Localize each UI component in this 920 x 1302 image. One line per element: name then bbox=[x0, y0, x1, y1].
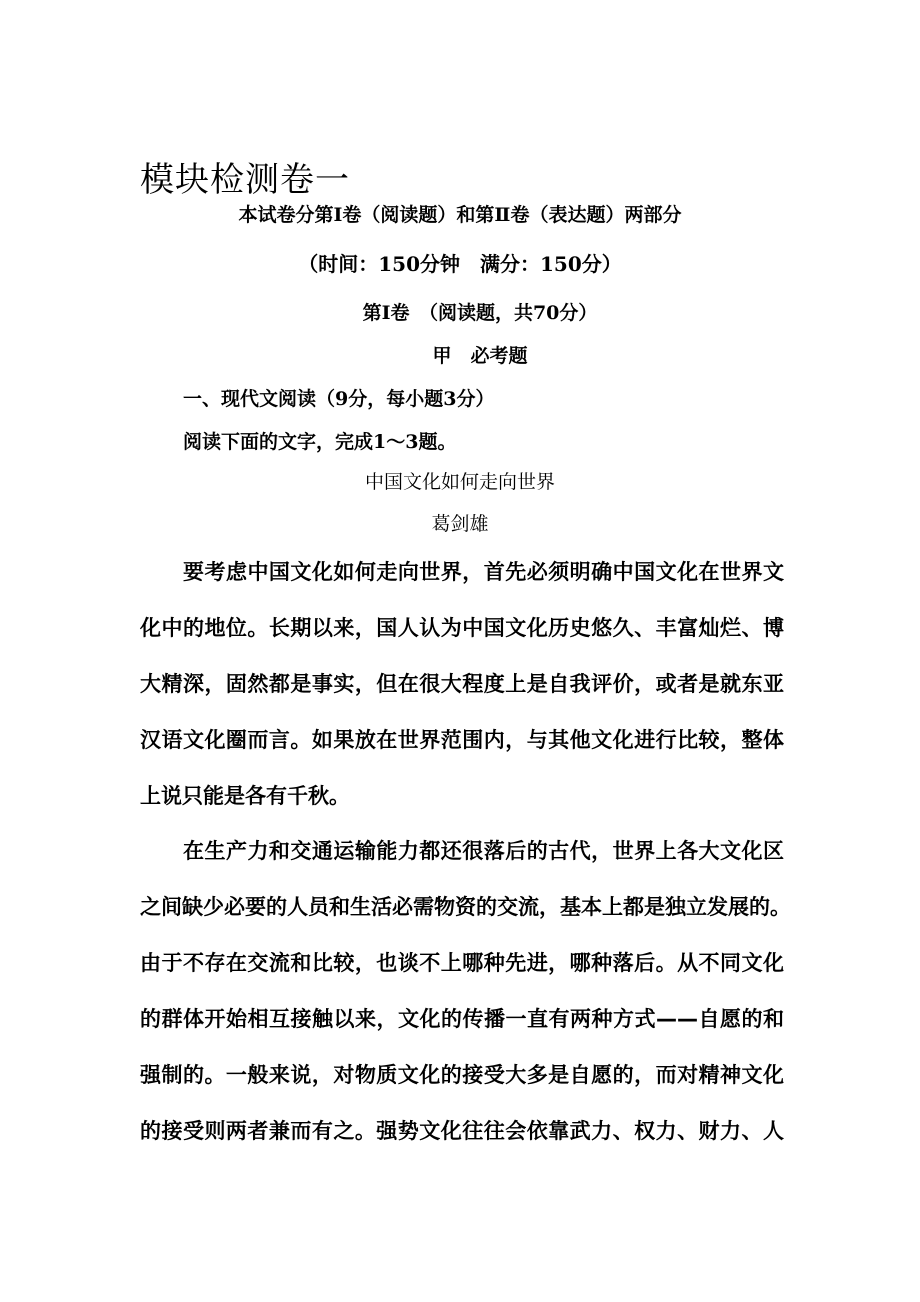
time-and-score-note: （时间：150分钟 满分：150分） bbox=[298, 252, 622, 276]
paragraph-line: 大精深，固然都是事实，但在很大程度上是自我评价，或者是就东亚 bbox=[140, 672, 784, 696]
essay-author: 葛剑雄 bbox=[431, 513, 489, 535]
question-heading: 一、现代文阅读（9分，每小题3分） bbox=[183, 388, 495, 410]
paragraph-line: 上说只能是各有千秋。 bbox=[140, 784, 350, 808]
paragraph-line: 之间缺少必要的人员和生活必需物资的交流，基本上都是独立发展的。 bbox=[140, 895, 791, 919]
part-heading: 甲 必考题 bbox=[432, 345, 528, 367]
paragraph-line: 在生产力和交通运输能力都还很落后的古代，世界上各大文化区 bbox=[183, 839, 784, 863]
document-title: 模块检测卷一 bbox=[140, 160, 350, 200]
paragraph-line: 的接受则两者兼而有之。强势文化往往会依靠武力、权力、财力、人 bbox=[140, 1119, 784, 1143]
reading-instruction: 阅读下面的文字，完成1～3题。 bbox=[183, 431, 457, 453]
paragraph-line: 由于不存在交流和比较，也谈不上哪种先进，哪种落后。从不同文化 bbox=[140, 951, 784, 975]
exam-structure-note: 本试卷分第Ⅰ卷（阅读题）和第Ⅱ卷（表达题）两部分 bbox=[238, 204, 682, 226]
paragraph-line: 汉语文化圈而言。如果放在世界范围内，与其他文化进行比较，整体 bbox=[140, 728, 784, 752]
paragraph-line: 的群体开始相互接触以来，文化的传播一直有两种方式——自愿的和 bbox=[140, 1007, 784, 1031]
paragraph-line: 强制的。一般来说，对物质文化的接受大多是自愿的，而对精神文化 bbox=[140, 1063, 784, 1087]
essay-paragraph-1 bbox=[140, 544, 784, 824]
essay-paragraph-2 bbox=[140, 823, 791, 1159]
paragraph-line: 化中的地位。长期以来，国人认为中国文化历史悠久、丰富灿烂、博 bbox=[140, 616, 784, 640]
section-heading: 第Ⅰ卷 （阅读题，共70分） bbox=[362, 302, 598, 324]
paragraph-line: 要考虑中国文化如何走向世界，首先必须明确中国文化在世界文 bbox=[183, 560, 784, 584]
essay-title: 中国文化如何走向世界 bbox=[364, 471, 555, 493]
